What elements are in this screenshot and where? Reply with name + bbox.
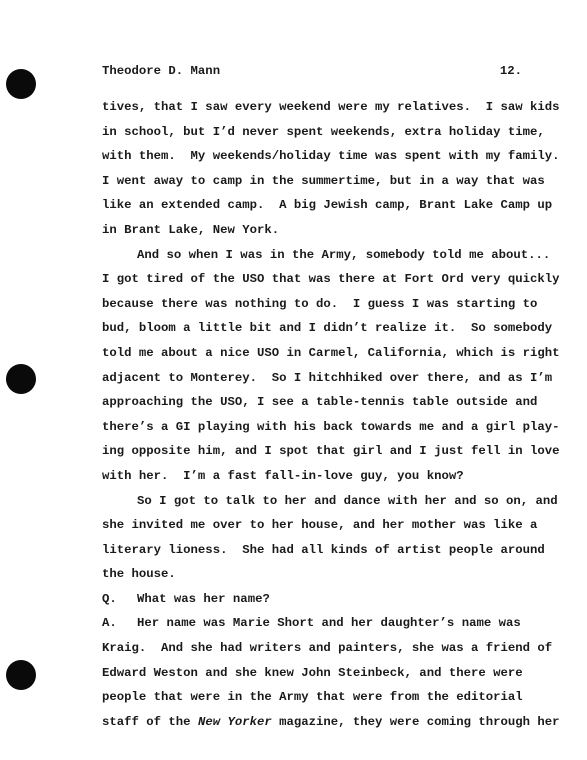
question-tag: Q.	[102, 591, 117, 606]
page-header	[102, 64, 522, 82]
text-line: bud, bloom a little bit and I didn’t realize it. So somebody	[102, 321, 553, 336]
answer-line	[102, 611, 522, 636]
question-line	[102, 587, 522, 612]
text-line: with her. I’m a fast fall-in-love guy, you know?	[102, 468, 464, 483]
text-line: told me about a nice USO in Carmel, California, which is right	[102, 345, 560, 360]
text-line: adjacent to Monterey. So I hitchhiked over there, and as I’m	[102, 370, 553, 385]
text-line: she invited me over to her house, and her mother was like a	[102, 518, 538, 533]
text-line: tives, that I saw every weekend were my relatives. I saw kids	[102, 100, 560, 114]
text-line: like an extended camp. A big Jewish camp, Brant Lake Camp up	[102, 198, 553, 213]
text-line: And so when I was in the Army, somebody told me about...	[137, 247, 551, 262]
answer-text: Her name was Marie Short and her daughter’s name was	[137, 616, 521, 631]
text-line: in Brant Lake, New York.	[102, 222, 280, 237]
binder-hole-top	[6, 69, 36, 99]
text-line: because there was nothing to do. I guess I was starting to	[102, 296, 538, 311]
binder-hole-bottom	[6, 660, 36, 690]
text-line: in school, but I’d never spent weekends, extra holiday time,	[102, 124, 545, 139]
question-text: What was her name?	[137, 591, 270, 606]
text-line: staff of the New Yorker magazine, they were coming through her	[102, 714, 560, 729]
binder-hole-middle	[6, 364, 36, 394]
answer-tag: A.	[102, 616, 117, 631]
text-line: ing opposite him, and I spot that girl and I just fell in love	[102, 444, 560, 459]
text-line: literary lioness. She had all kinds of artist people around	[102, 542, 545, 557]
text-line: I went away to camp in the summertime, but in a way that was	[102, 173, 545, 188]
text-line: the house.	[102, 567, 176, 582]
text-line: there’s a GI playing with his back towards me and a girl play-	[102, 419, 560, 434]
text-line: Edward Weston and she knew John Steinbeck, and there were	[102, 665, 523, 680]
magazine-title: New Yorker	[197, 714, 272, 729]
text-line: people that were in the Army that were from the editorial	[102, 690, 523, 705]
transcript-body	[102, 95, 560, 734]
text-line: So I got to talk to her and dance with her and so on, and	[137, 493, 558, 508]
text-line: with them. My weekends/holiday time was spent with my family.	[102, 149, 560, 164]
text-line: I got tired of the USO that was there at Fort Ord very quickly	[102, 272, 560, 287]
text-line: approaching the USO, I see a table-tennis table outside and	[102, 395, 538, 410]
interviewee-name: Theodore D. Mann	[102, 64, 221, 78]
page-number: 12.	[499, 64, 522, 78]
text-line: Kraig. And she had writers and painters, she was a friend of	[102, 641, 553, 656]
